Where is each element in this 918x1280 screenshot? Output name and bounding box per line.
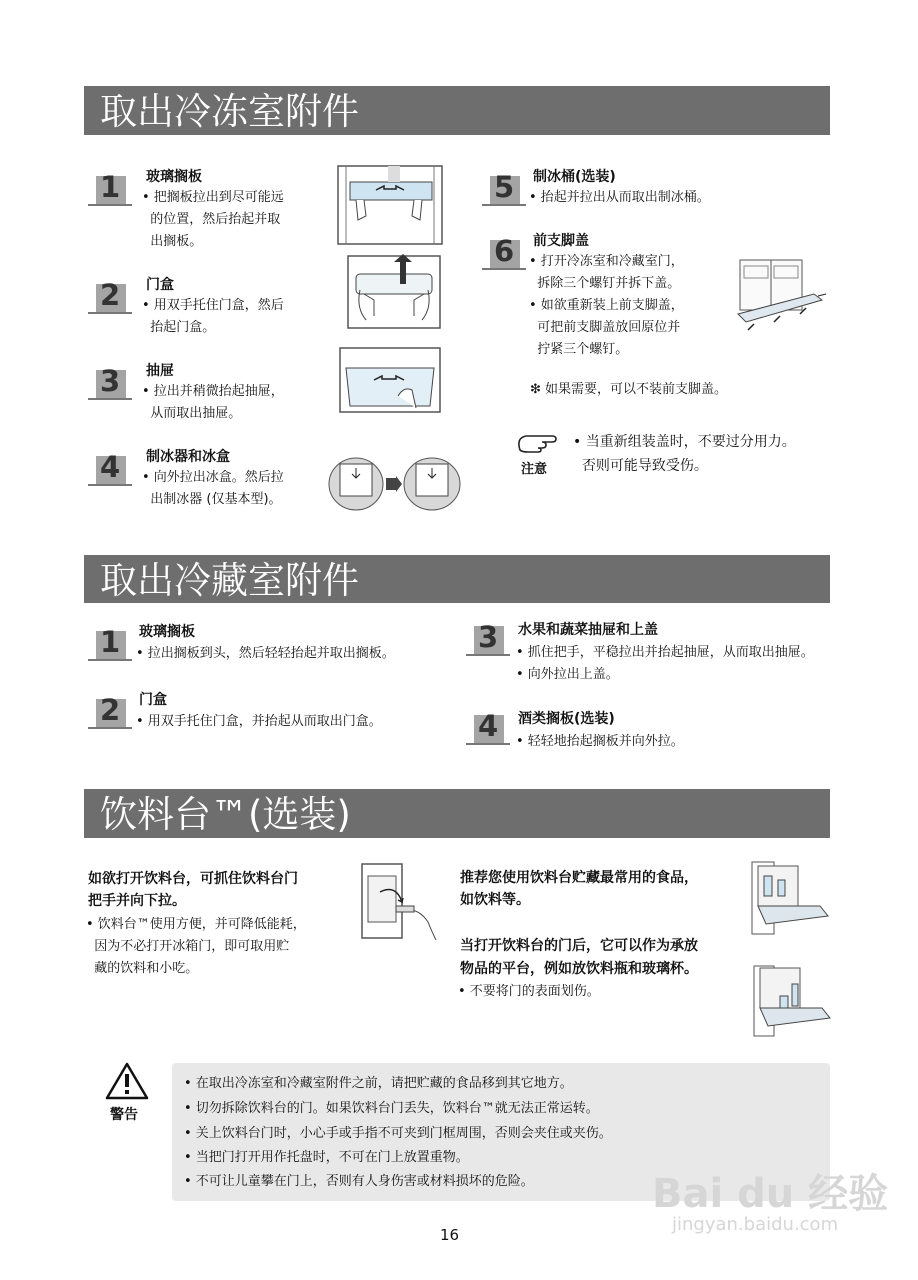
caution-text-line: • 当重新组装盖时，不要过分用力。 <box>573 434 796 450</box>
beverage-heading-line: 当打开饮料台的门后，它可以作为承放 <box>460 938 698 954</box>
step-text-line: 拧紧三个螺钉。 <box>529 342 629 357</box>
step-text-line: • 用双手托住门盒，然后 <box>142 298 284 313</box>
section-title: 取出冷冻室附件 <box>100 90 359 133</box>
step-title: 制冰桶(选装) <box>533 169 616 185</box>
beverage-shelf-illustration <box>748 860 830 936</box>
step-text-line: 拆除三个螺钉并拆下盖。 <box>529 276 681 291</box>
step-text-line: • 向外拉出上盖。 <box>516 667 619 682</box>
warning-line: • 当把门打开用作托盘时，不可在门上放置重物。 <box>184 1150 469 1165</box>
step-title: 抽屉 <box>146 363 174 379</box>
step-number-badge: 1 <box>88 170 132 206</box>
ice-maker-illustration <box>328 454 462 514</box>
step-number-badge: 6 <box>482 234 526 270</box>
step-number-badge: 2 <box>88 693 132 729</box>
warning-line: • 关上饮料台门时，小心手或手指不可夹到门框周围，否则会夹住或夹伤。 <box>184 1126 612 1141</box>
caution-text-line: 否则可能导致受伤。 <box>573 458 708 474</box>
step-text-line: 可把前支脚盖放回原位并 <box>529 320 681 335</box>
pointing-hand-icon <box>516 432 558 454</box>
beverage-text-line: • 饮料台™使用方便，并可降低能耗， <box>86 917 306 932</box>
step-text-line: • 用双手托住门盒，并抬起从而取出门盒。 <box>136 714 382 729</box>
step-title: 前支脚盖 <box>533 233 589 249</box>
step-number-badge: 3 <box>88 364 132 400</box>
baidu-watermark-logo: Bai du 经验 <box>652 1171 889 1217</box>
warning-line: • 切勿拆除饮料台的门。如果饮料台门丢失，饮料台™就无法正常运转。 <box>184 1101 599 1116</box>
step-text-line: 出制冰器 (仅基本型)。 <box>142 492 282 507</box>
step-number-badge: 1 <box>88 625 132 661</box>
step-number-badge: 4 <box>466 709 510 745</box>
step-title: 水果和蔬菜抽屉和上盖 <box>518 622 658 638</box>
watermark-url: jingyan.baidu.com <box>672 1214 839 1235</box>
page-number: 16 <box>440 1226 460 1244</box>
glass-shelf-illustration <box>336 164 446 246</box>
step-text-line: • 拉出搁板到头，然后轻轻抬起并取出搁板。 <box>136 646 395 661</box>
step-text-line: • 拉出并稍微抬起抽屉， <box>142 384 284 399</box>
step-number-badge: 2 <box>88 278 132 314</box>
beverage-heading-line: 物品的平台，例如放饮料瓶和玻璃杯。 <box>460 961 698 977</box>
step-title: 玻璃搁板 <box>146 169 202 185</box>
beverage-text-line: • 不要将门的表面划伤。 <box>458 984 600 999</box>
door-bin-illustration <box>346 254 442 330</box>
section-title: 取出冷藏室附件 <box>100 559 359 602</box>
step-text-line: 出搁板。 <box>142 234 203 249</box>
step-title: 门盒 <box>139 692 167 708</box>
warning-label: 警告 <box>110 1107 138 1123</box>
step-text-line: • 抬起并拉出从而取出制冰桶。 <box>529 190 710 205</box>
step-text-line: • 轻轻地抬起搁板并向外拉。 <box>516 734 684 749</box>
section-banner-fridge <box>84 555 830 603</box>
beverage-text-line: 因为不必打开冰箱门，即可取用贮 <box>86 939 290 954</box>
beverage-tray-illustration <box>748 962 832 1038</box>
beverage-door-open-illustration <box>358 862 442 942</box>
step-text-line: • 向外拉出冰盒。然后拉 <box>142 470 284 485</box>
beverage-heading-line: 推荐您使用饮料台贮藏最常用的食品， <box>460 870 698 886</box>
beverage-heading-line: 把手并向下拉。 <box>88 893 186 909</box>
section-title: 饮料台™(选装) <box>100 793 351 836</box>
warning-line: • 在取出冷冻室和冷藏室附件之前，请把贮藏的食品移到其它地方。 <box>184 1076 573 1091</box>
step-number-badge: 3 <box>466 620 510 656</box>
warning-line: • 不可让儿童攀在门上，否则有人身伤害或材料损坏的危险。 <box>184 1174 534 1189</box>
section-banner-beverage-station <box>84 789 830 838</box>
step-text-line: • 打开冷冻室和冷藏室门， <box>529 254 684 269</box>
beverage-heading-line: 如饮料等。 <box>460 892 530 908</box>
step-number-badge: 4 <box>88 450 132 486</box>
footnote: ❇ 如果需要，可以不装前支脚盖。 <box>530 382 728 397</box>
step-title: 玻璃搁板 <box>139 624 195 640</box>
warning-triangle-icon <box>105 1062 149 1100</box>
step-text-line: 的位置，然后抬起并取 <box>142 212 281 227</box>
step-title: 酒类搁板(选装) <box>518 711 615 727</box>
step-title: 制冰器和冰盒 <box>146 449 230 465</box>
step-text-line: 抬起门盒。 <box>142 320 216 335</box>
step-text-line: • 如欲重新装上前支脚盖， <box>529 298 684 313</box>
drawer-illustration <box>338 346 442 414</box>
step-title: 门盒 <box>146 277 174 293</box>
step-text-line: • 抓住把手，平稳拉出并抬起抽屉，从而取出抽屉。 <box>516 645 814 660</box>
front-foot-cover-illustration <box>734 258 830 338</box>
beverage-heading-line: 如欲打开饮料台，可抓住饮料台门 <box>88 871 298 887</box>
beverage-text-line: 藏的饮料和小吃。 <box>86 961 199 976</box>
section-banner-freezer <box>84 86 830 135</box>
caution-label: 注意 <box>521 462 548 477</box>
step-text-line: • 把搁板拉出到尽可能远 <box>142 190 284 205</box>
step-number-badge: 5 <box>482 170 526 206</box>
step-text-line: 从而取出抽屉。 <box>142 406 242 421</box>
